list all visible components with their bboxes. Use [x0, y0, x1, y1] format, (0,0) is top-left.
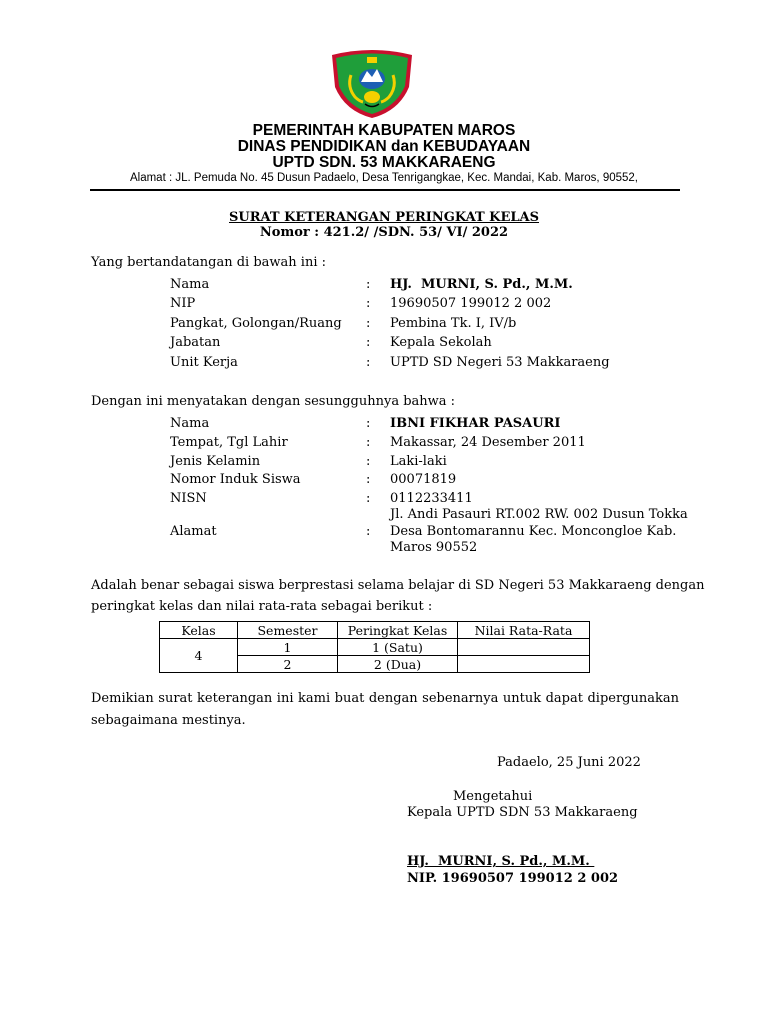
letterhead-divider: [90, 189, 680, 191]
student-field-value: 00071819: [390, 472, 457, 487]
table-row: [160, 639, 590, 656]
student-field-value: IBNI FIKHAR PASAURI: [390, 416, 561, 431]
acknowledged-text: Mengetahui: [453, 789, 533, 804]
student-field-colon: :: [366, 435, 371, 450]
document-number: Nomor : 421.2/ /SDN. 53/ VI/ 2022: [259, 225, 509, 240]
closing-line-1: Demikian surat keterangan ini kami buat dengan sebenarnya untuk dapat dipergunakan: [91, 691, 679, 706]
table-header-semester: Semester: [238, 622, 338, 639]
signer-field-label: Nama: [170, 277, 210, 292]
student-field-value: Laki-laki: [390, 454, 447, 469]
student-field-label: Jenis Kelamin: [170, 454, 261, 469]
signer-field-value: Pembina Tk. I, IV/b: [390, 316, 517, 331]
letterhead-address: Alamat : JL. Pemuda No. 45 Dusun Padaelo, Desa Tenrigangkae, Kec. Mandai, Kab. Maros, 90552,: [129, 172, 638, 184]
student-address-line-1: Jl. Andi Pasauri RT.002 RW. 002 Dusun Tokka: [390, 507, 688, 522]
signer-field-value: Kepala Sekolah: [390, 335, 492, 350]
student-field-label: Tempat, Tgl Lahir: [170, 435, 288, 450]
signer-field-value: 19690507 199012 2 002: [390, 296, 552, 311]
table-header-nilai: Nilai Rata-Rata: [458, 622, 590, 639]
signer-field-colon: :: [366, 355, 371, 370]
student-address-label: Alamat: [170, 524, 217, 539]
signer-field-value: UPTD SD Negeri 53 Makkaraeng: [390, 355, 610, 370]
student-field-colon: :: [366, 454, 371, 469]
signer-nip: NIP. 19690507 199012 2 002: [407, 871, 619, 886]
place-date: Padaelo, 25 Juni 2022: [497, 755, 641, 770]
letterhead-school: UPTD SDN. 53 MAKKARAENG: [272, 154, 496, 171]
grades-table: [159, 621, 590, 673]
signer-field-label: Jabatan: [170, 335, 221, 350]
intro-text: Yang bertandatangan di bawah ini :: [91, 255, 326, 270]
regency-emblem: [329, 47, 415, 119]
student-field-label: Nomor Induk Siswa: [170, 472, 301, 487]
signer-field-colon: :: [366, 335, 371, 350]
table-cell-nilai: [458, 656, 590, 673]
letterhead-agency: DINAS PENDIDIKAN dan KEBUDAYAAN: [237, 138, 531, 155]
student-field-label: NISN: [170, 491, 207, 506]
statement-text: Dengan ini menyatakan dengan sesungguhnya bahwa :: [91, 394, 456, 409]
signer-name: HJ. MURNI, S. Pd., M.M.: [407, 854, 595, 869]
signer-field-value: HJ. MURNI, S. Pd., M.M.: [390, 277, 573, 292]
signer-field-label: Unit Kerja: [170, 355, 238, 370]
table-cell-nilai: [458, 639, 590, 656]
student-address-line-2: Desa Bontomarannu Kec. Moncongloe Kab.: [390, 524, 677, 539]
table-header-kelas: Kelas: [160, 622, 238, 639]
table-cell-semester: 1: [238, 639, 338, 656]
student-field-value: 0112233411: [390, 491, 473, 506]
table-cell-kelas: 4: [160, 639, 238, 673]
body-line-2: peringkat kelas dan nilai rata-rata sebagai berikut :: [91, 599, 433, 614]
table-header-row: [160, 622, 590, 639]
table-cell-peringkat: 1 (Satu): [338, 639, 458, 656]
letterhead-government: PEMERINTAH KABUPATEN MAROS: [252, 122, 516, 139]
student-field-value: Makassar, 24 Desember 2011: [390, 435, 586, 450]
signer-field-colon: :: [366, 277, 371, 292]
student-address-line-3: Maros 90552: [390, 540, 478, 555]
table-cell-semester: 2: [238, 656, 338, 673]
body-line-1: Adalah benar sebagai siswa berprestasi selama belajar di SD Negeri 53 Makkaraeng dengan: [91, 578, 705, 593]
student-field-colon: :: [366, 491, 371, 506]
signer-position: Kepala UPTD SDN 53 Makkaraeng: [407, 805, 638, 820]
student-address-colon: :: [366, 524, 371, 539]
signer-field-label: NIP: [170, 296, 196, 311]
document-title: SURAT KETERANGAN PERINGKAT KELAS: [229, 210, 539, 225]
signer-field-colon: :: [366, 316, 371, 331]
closing-line-2: sebagaimana mestinya.: [91, 713, 246, 728]
table-header-peringkat: Peringkat Kelas: [338, 622, 458, 639]
student-field-colon: :: [366, 416, 371, 431]
student-field-label: Nama: [170, 416, 210, 431]
signer-field-colon: :: [366, 296, 371, 311]
student-field-colon: :: [366, 472, 371, 487]
table-cell-peringkat: 2 (Dua): [338, 656, 458, 673]
signer-field-label: Pangkat, Golongan/Ruang: [170, 316, 342, 331]
